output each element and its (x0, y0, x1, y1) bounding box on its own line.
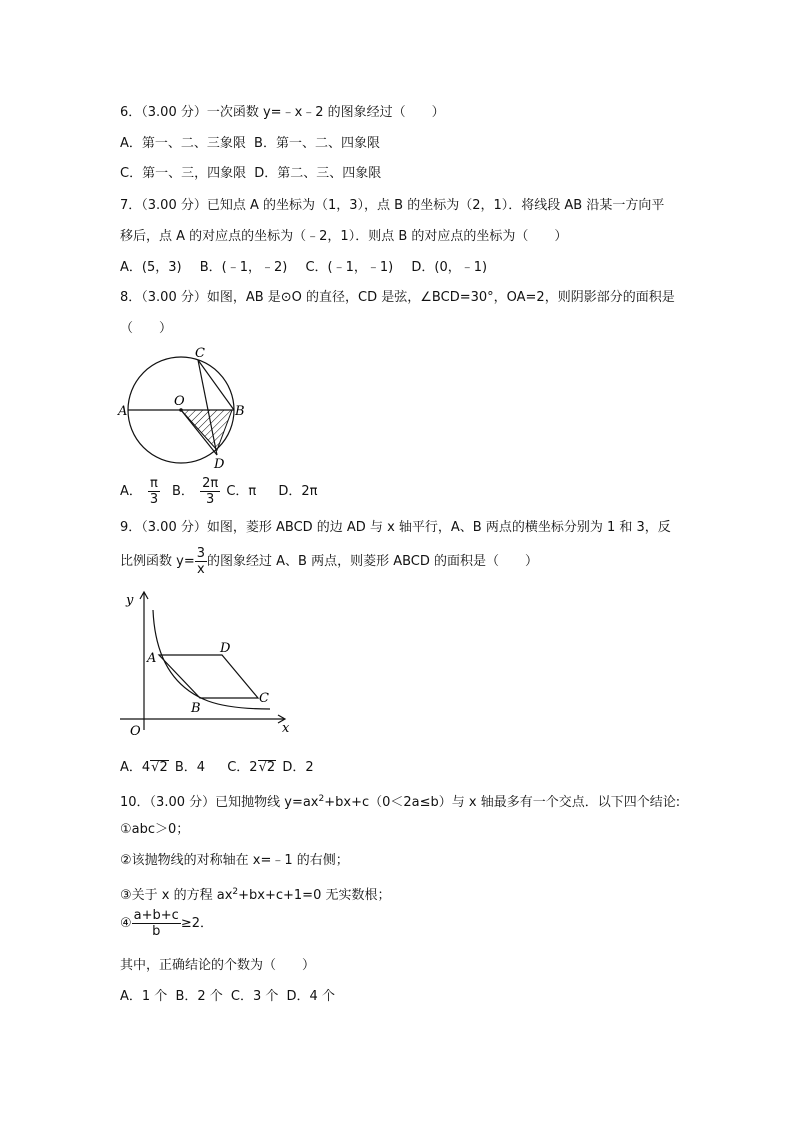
q10-option-d: D．4 个 (286, 989, 335, 1004)
q9-options (120, 759, 314, 777)
q8-option-c: C．π (226, 484, 257, 499)
q9-option-a-radicand: 2 (159, 760, 168, 775)
q10-conclusion-4 (120, 908, 213, 939)
q9-function-fraction (195, 546, 207, 577)
q10-conclusion-3 (120, 883, 390, 905)
q9-option-b: B．4 (174, 760, 206, 775)
q8-label-a: A (118, 404, 128, 419)
q8-options (120, 476, 317, 507)
q8-option-a-fraction (148, 476, 160, 507)
q8-option-d: D．2π (278, 484, 318, 499)
q8-label-b: B (235, 404, 245, 419)
q8-label-c: C (195, 346, 205, 361)
q9-option-d: D．2 (282, 760, 314, 775)
q9-label-x: x (282, 721, 290, 736)
q6-option-d: D．第二、三、四象限 (254, 166, 382, 181)
q6-option-c: C．第一、三，四象限 (120, 166, 247, 181)
q9-label-b: B (191, 701, 201, 716)
q10-stem-prefix: 10．（3.00 分）已知抛物线 y=ax (120, 795, 319, 810)
q10-c4-den: b (152, 924, 161, 939)
q7-stem-line2: 移后，点 A 的对应点的坐标为（﹣2，1）．则点 B 的对应点的坐标为（ ） (120, 229, 568, 244)
q10-stem-suffix: +bx+c（0＜2a≤b）与 x 轴最多有一个交点．以下四个结论: (324, 795, 681, 810)
q8-option-b-den: 3 (205, 492, 215, 507)
q9-stem-line1: 9．（3.00 分）如图，菱形 ABCD 的边 AD 与 x 轴平行，A、B 两点的横坐标分别为 1 和 3，反 (120, 520, 671, 535)
q9-function-den: x (197, 562, 205, 577)
q9-function-num: 3 (196, 546, 205, 561)
q6-options-row2 (120, 165, 381, 183)
q9-label-y: y (126, 593, 134, 608)
q9-stem-suffix: 的图象经过 A、B 两点，则菱形 ABCD 的面积是（ ） (207, 554, 539, 569)
q8-option-a-num: π (150, 476, 158, 491)
q10-stem (120, 790, 680, 812)
q10-option-b: B．2 个 (175, 989, 223, 1004)
q9-option-c-radicand: 2 (266, 760, 276, 775)
q8-option-b-num: 2π (202, 476, 219, 491)
q7-option-a: A．(5，3) (120, 260, 182, 275)
q10-c4-num: a+b+c (133, 908, 179, 923)
q8-circle-figure (112, 345, 262, 470)
q9-rhombus-figure (112, 588, 297, 740)
q10-option-c: C．3 个 (230, 989, 279, 1004)
q10-question: 其中，正确结论的个数为（ ） (120, 958, 316, 973)
q9-option-a-root: √2 (151, 760, 168, 775)
q10-c3-suffix: +bx+c+1=0 无实数根； (238, 888, 391, 903)
q9-hyperbola (153, 610, 270, 709)
q8-chord-cd (198, 360, 217, 455)
q10-conclusion-2: ②该抛物线的对称轴在 x=﹣1 的右侧； (120, 853, 349, 868)
q10-c3-exponent: 2 (232, 887, 239, 897)
q6-options-row1 (120, 135, 380, 153)
q8-option-a-prefix: A． (120, 484, 142, 499)
q8-shaded-region (181, 410, 232, 450)
q7-options (120, 259, 487, 277)
q10-c4-fraction (132, 908, 181, 939)
q9-label-c: C (259, 691, 269, 706)
q9-option-c-prefix: C．2 (227, 760, 258, 775)
q7-option-b: B．(﹣1，﹣2) (199, 260, 288, 275)
q10-stem-exponent: 2 (318, 794, 325, 804)
q9-stem-line2 (120, 546, 538, 577)
q8-option-b-fraction (200, 476, 220, 507)
q9-stem-prefix: 比例函数 y= (120, 554, 195, 569)
q7-option-d: D．(0，﹣1) (411, 260, 488, 275)
q9-label-d: D (220, 641, 231, 656)
q9-option-a-prefix: A．4 (120, 760, 151, 775)
q8-label-d: D (214, 457, 225, 470)
q8-option-b-prefix: B． (172, 484, 194, 499)
q10-conclusion-1: ①abc＞0； (120, 822, 190, 837)
q9-label-o: O (130, 724, 141, 739)
q6-option-a: A．第一、二、三象限 (120, 136, 246, 151)
q10-options (120, 988, 335, 1006)
q10-c4-prefix: ④ (120, 916, 132, 931)
q10-c4-suffix: ≥2． (180, 916, 213, 931)
q10-option-a: A．1 个 (120, 989, 168, 1004)
q9-option-c-root: √2 (258, 760, 276, 775)
q10-c3-prefix: ③关于 x 的方程 ax (120, 888, 233, 903)
q7-stem-line1: 7．（3.00 分）已知点 A 的坐标为（1，3），点 B 的坐标为（2，1）．将线段 AB 沿某一方向平 (120, 198, 665, 213)
q6-stem: 6．（3.00 分）一次函数 y=﹣x﹣2 的图象经过（ ） (120, 105, 445, 120)
q8-stem-line1: 8．（3.00 分）如图，AB 是⊙O 的直径，CD 是弦，∠BCD=30°，OA=2，则阴影部分的面积是 (120, 290, 675, 305)
q8-stem-line2: （ ） (120, 321, 173, 336)
q8-label-o: O (174, 394, 185, 409)
q6-option-b: B．第一、二、四象限 (254, 136, 380, 151)
q7-option-c: C．(﹣1，﹣1) (305, 260, 394, 275)
q8-option-a-den: 3 (149, 492, 159, 507)
q9-label-a: A (147, 651, 157, 666)
